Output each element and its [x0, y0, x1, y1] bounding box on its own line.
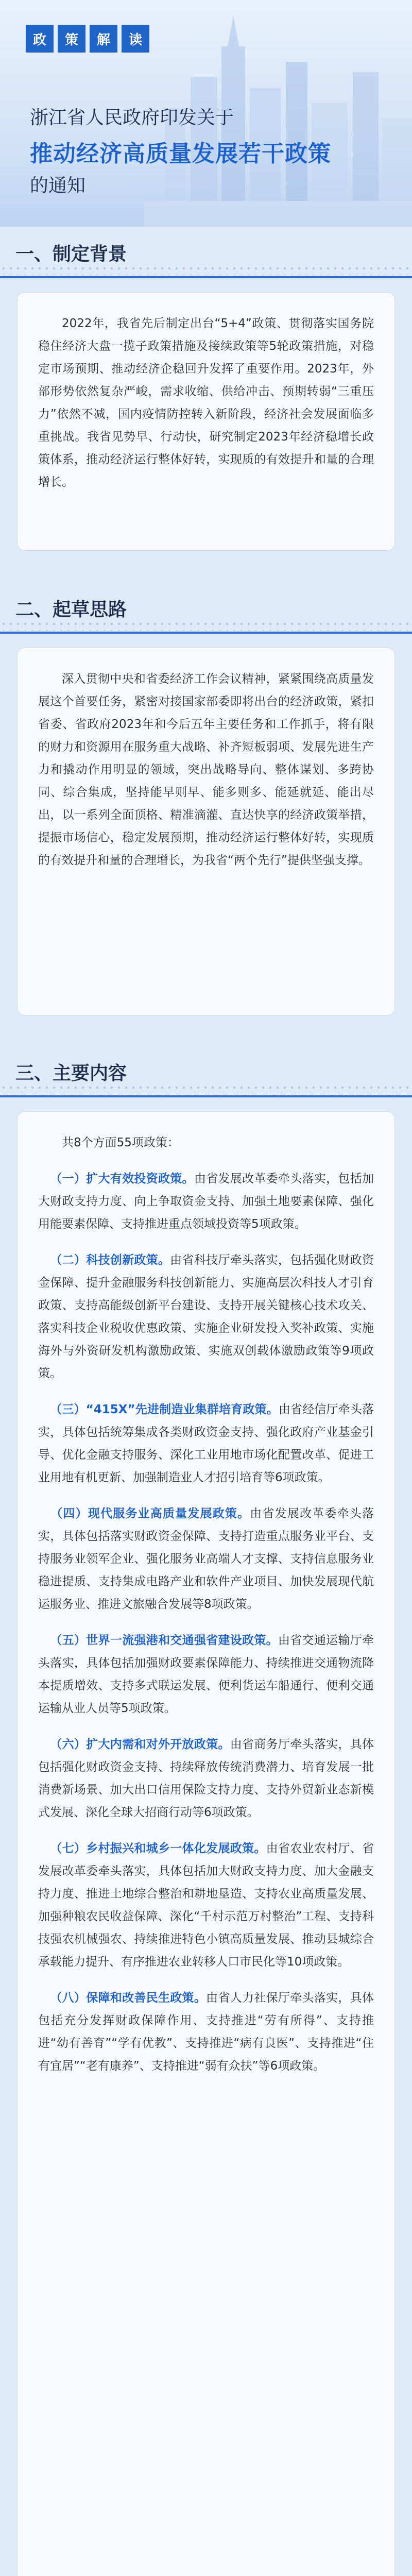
title-line-3: 的通知	[30, 175, 86, 196]
header-banner	[0, 0, 412, 227]
section-heading	[0, 227, 412, 278]
dot-pattern-divider	[0, 265, 412, 275]
paragraph: 2022年，我省先后制定出台“5+4”政策、贯彻落实国务院稳住经济大盘一揽子政策措施及接续政策等5轮政策措施，对稳定市场预期、推动经济企稳回升发挥了重要作用。2023年，外部形势依然复杂严峻，需求收缩、供给冲击、预期转弱“三重压力”依然不减，国内疫情防控转入新阶段，经济社会发展面临多重挑战。我省见势早、行动快，研究制定2023年经济稳增长政策体系，推动经济运行整体好转，实现质的有效提升和量的合理增长。	[38, 317, 374, 489]
heading-underline	[0, 632, 412, 634]
section-heading	[0, 1046, 412, 1097]
dot-pattern-divider	[0, 1084, 412, 1094]
tag-char: 解	[90, 25, 117, 53]
policy-item-title: （七）乡村振兴和城乡一体化发展政策。	[50, 1842, 266, 1855]
policy-item-body: 由省商务厅牵头落实，具体包括强化财政资金支持、持续释放传统消费潜力、培育发展一批消费新场景、加大出口信用保险支持力度、支持外贸新业态新模式发展、深化全球大招商行动等6项政策。	[38, 1738, 374, 1819]
policy-item-title: （五）世界一流强港和交通强省建设政策。	[50, 1634, 278, 1647]
policy-item-title: （一）扩大有效投资政策。	[50, 1172, 194, 1185]
policy-item-body: 由省经信厅牵头落实，具体包括统筹集成各类财政资金支持、强化政府产业基金引导、优化金融支持服务、深化工业用地市场化配置改革、促进工业用地有机更新、加强制造业人才招引培育等6项政策。	[38, 1403, 374, 1484]
policy-item-body: 由省农业农村厅、省发展改革委牵头落实，具体包括加大财政支持力度、加大金融支持力度、推进土地综合整治和耕地垦造、支持农业高质量发展、加强种粮农民收益保障、深化“千村示范万村整治”工程、支持科技强农机械强农、持续推进特色小镇高质量发展、推动县城综合承载能力提升、有序推进农业转移人口市民化等10项政策。	[38, 1842, 374, 1969]
paragraph: 深入贯彻中央和省委经济工作会议精神，紧紧围绕高质量发展这个首要任务，紧密对接国家部委即将出台的经济政策，紧扣省委、省政府2023年和今后五年主要任务和工作抓手，将有限的财力和资源用在服务重大战略、补齐短板弱项、发展先进生产力和撬动作用明显的领域，突出战略导向、整体谋划、多跨协同、综合集成，坚持能早则早、能多则多、能延就延、能出尽出，以一系列全面顶格、精准滴灌、直达快享的经济政策举措，提振市场信心，稳定发展预期，推动经济运行整体好转，实现质的有效提升和量的合理增长，为我省“两个先行”提供坚强支撑。	[38, 672, 374, 867]
policy-item-body: 由省科技厅牵头落实，包括强化财政资金保障、提升金融服务科技创新能力、实施高层次科技人才引育政策、支持高能级创新平台建设、支持开展关键核心技术攻关、落实科技企业税收优惠政策、实施企业研发投入奖补政策、实施海外与外资研发机构激励政策、实施双创载体激励政策等9项政策。	[38, 1253, 374, 1380]
policy-item	[38, 1167, 374, 1235]
policy-item-title: （二）科技创新政策。	[50, 1253, 170, 1267]
tag-char: 策	[58, 25, 85, 53]
policy-item-title: （三）“415X”先进制造业集群培育政策。	[50, 1403, 279, 1416]
policy-item-title: （六）扩大内需和对外开放政策。	[50, 1738, 230, 1751]
content-card	[18, 293, 394, 550]
tag-char: 读	[122, 25, 149, 53]
policy-item-body: 由省交通运输厅牵头落实，具体包括加强财政要素保障能力、持续推进交通物流降本提质增效、支持多式联运发展、便利货运车船通行、便利交通运输从业人员等5项政策。	[38, 1634, 374, 1715]
policy-item-title: （四）现代服务业高质量发展政策。	[50, 1507, 250, 1520]
title-line-2: 推动经济高质量发展若干政策	[30, 141, 331, 167]
policy-item-title: （八）保障和改善民生政策。	[50, 1991, 207, 2005]
section-heading	[0, 582, 412, 634]
policy-item	[38, 1733, 374, 1824]
heading-underline	[0, 1095, 412, 1097]
section-title: 二、起草思路	[15, 599, 127, 620]
content-card	[18, 1112, 394, 2576]
policy-item	[38, 1249, 374, 1385]
policy-item-body: 由省发展改革委牵头落实，具体包括落实财政资金保障、支持打造重点服务业平台、支持服务业领军企业、强化服务业高端人才支撑、支持信息服务业稳进提质、支持集成电路产业和软件产业项目、加快发展现代航运服务业、推进文旅融合发展等8项政策。	[38, 1507, 374, 1611]
content-card	[18, 648, 394, 1015]
title-line-1: 浙江省人民政府印发关于	[30, 107, 234, 128]
policy-item	[38, 1987, 374, 2077]
intro-text: 共8个方面55项政策：	[62, 1136, 179, 1149]
section-title: 一、制定背景	[15, 243, 127, 265]
policy-item-body: 由省发展改革委牵头落实，包括加大财政支持力度、向上争取资金支持、加强土地要素保障、强化用能要素保障、支持推进重点领域投资等5项政策。	[38, 1172, 374, 1231]
policy-item	[38, 1502, 374, 1616]
dot-pattern-divider	[0, 620, 412, 631]
section-main-content	[0, 1046, 412, 2576]
policy-item	[38, 1837, 374, 1973]
policy-item	[38, 1629, 374, 1720]
section-background	[0, 227, 412, 550]
heading-underline	[0, 276, 412, 278]
tag-char: 政	[26, 25, 54, 53]
section-approach	[0, 582, 412, 1015]
policy-item-body: 由省人力社保厅牵头落实，具体包括充分发挥财政保障作用、支持推进“劳有所得”、支持推进“幼有善育”“学有优教”、支持推进“病有良医”、支持推进“住有宜居”“老有康养”、支持推进“弱有众扶”等6项政策。	[38, 1991, 374, 2073]
policy-interpretation-tags	[26, 25, 149, 53]
policy-item	[38, 1398, 374, 1489]
section-title: 三、主要内容	[15, 1062, 127, 1084]
